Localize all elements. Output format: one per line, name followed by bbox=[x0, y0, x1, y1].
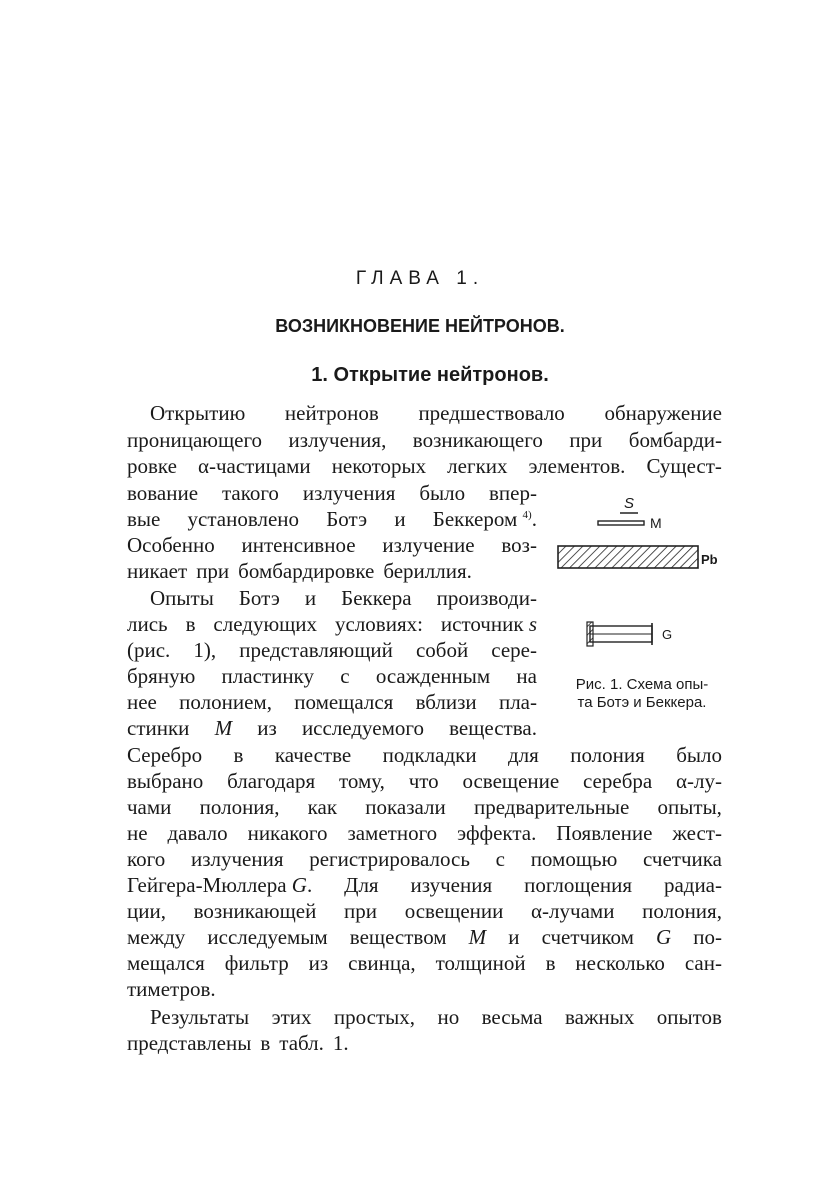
text-line: Гейгера-Мюллера G. Для изучения поглощения радиа- bbox=[127, 873, 722, 897]
text-line: представлены в табл. 1. bbox=[127, 1031, 349, 1055]
text-line: никает при бомбардировке бериллия. bbox=[127, 559, 472, 583]
section-title: 1. Открытие нейтронов. bbox=[311, 364, 549, 386]
text-line: кого излучения регистрировалось с помощью счетчика bbox=[127, 847, 722, 871]
figure-caption-line: Рис. 1. Схема опы- bbox=[575, 676, 709, 693]
label-lead-pb: Pb bbox=[701, 552, 718, 567]
text-line: ровке α-частицами некоторых легких элементов. Сущест- bbox=[127, 454, 722, 478]
label-counter-g: G bbox=[662, 627, 673, 642]
text-line: стинки M из исследуемого вещества. bbox=[127, 716, 537, 740]
text-line: Серебро в качестве подкладки для полония было bbox=[127, 743, 722, 767]
text-line: Особенно интенсивное излучение воз- bbox=[127, 533, 537, 557]
text-line: мещался фильтр из свинца, толщиной в несколько сан- bbox=[127, 951, 722, 975]
text-line: (рис. 1), представляющий собой сере- bbox=[127, 638, 537, 662]
part-title: ВОЗНИКНОВЕНИЕ НЕЙТРОНОВ. bbox=[275, 316, 565, 336]
text-line: тиметров. bbox=[127, 977, 216, 1001]
footnote-ref: 4) bbox=[522, 509, 532, 521]
chapter-heading: ГЛАВА 1. bbox=[355, 268, 485, 289]
label-plate-m: M bbox=[650, 515, 662, 531]
figure-1 bbox=[552, 495, 752, 670]
text-line: не давало никакого заметного эффекта. Появление жест- bbox=[127, 821, 722, 845]
lead-slab-shape bbox=[558, 546, 698, 568]
label-source-s: S bbox=[624, 495, 635, 512]
text-line: нее полонием, помещался вблизи пла- bbox=[127, 690, 537, 714]
text-line: чами полония, как показали предварительные опыты, bbox=[127, 795, 722, 819]
text-line: Результаты этих простых, но весьма важных опытов bbox=[150, 1005, 722, 1029]
text-line: между исследуемым веществом M и счетчиком G по- bbox=[127, 925, 722, 949]
text-line: Опыты Ботэ и Беккера производи- bbox=[150, 586, 537, 610]
text-line: вование такого излучения было впер- bbox=[127, 481, 537, 505]
text-line: Открытию нейтронов предшествовало обнаружение bbox=[150, 401, 722, 425]
text-line: лись в следующих условиях: источник s bbox=[127, 612, 537, 636]
text-line: вые установлено Ботэ и Беккером $^{4)}$. bbox=[127, 507, 537, 531]
text-line: бряную пластинку с осажденным на bbox=[127, 664, 537, 688]
text-line: ции, возникающей при освещении α-лучами полония, bbox=[127, 899, 722, 923]
text-line: проницающего излучения, возникающего при бомбарди- bbox=[127, 428, 722, 452]
figure-caption-line: та Ботэ и Беккера. bbox=[577, 694, 707, 711]
plate-m-shape bbox=[598, 521, 644, 525]
text-line: выбрано благодаря тому, что освещение серебра α-лу- bbox=[127, 769, 722, 793]
